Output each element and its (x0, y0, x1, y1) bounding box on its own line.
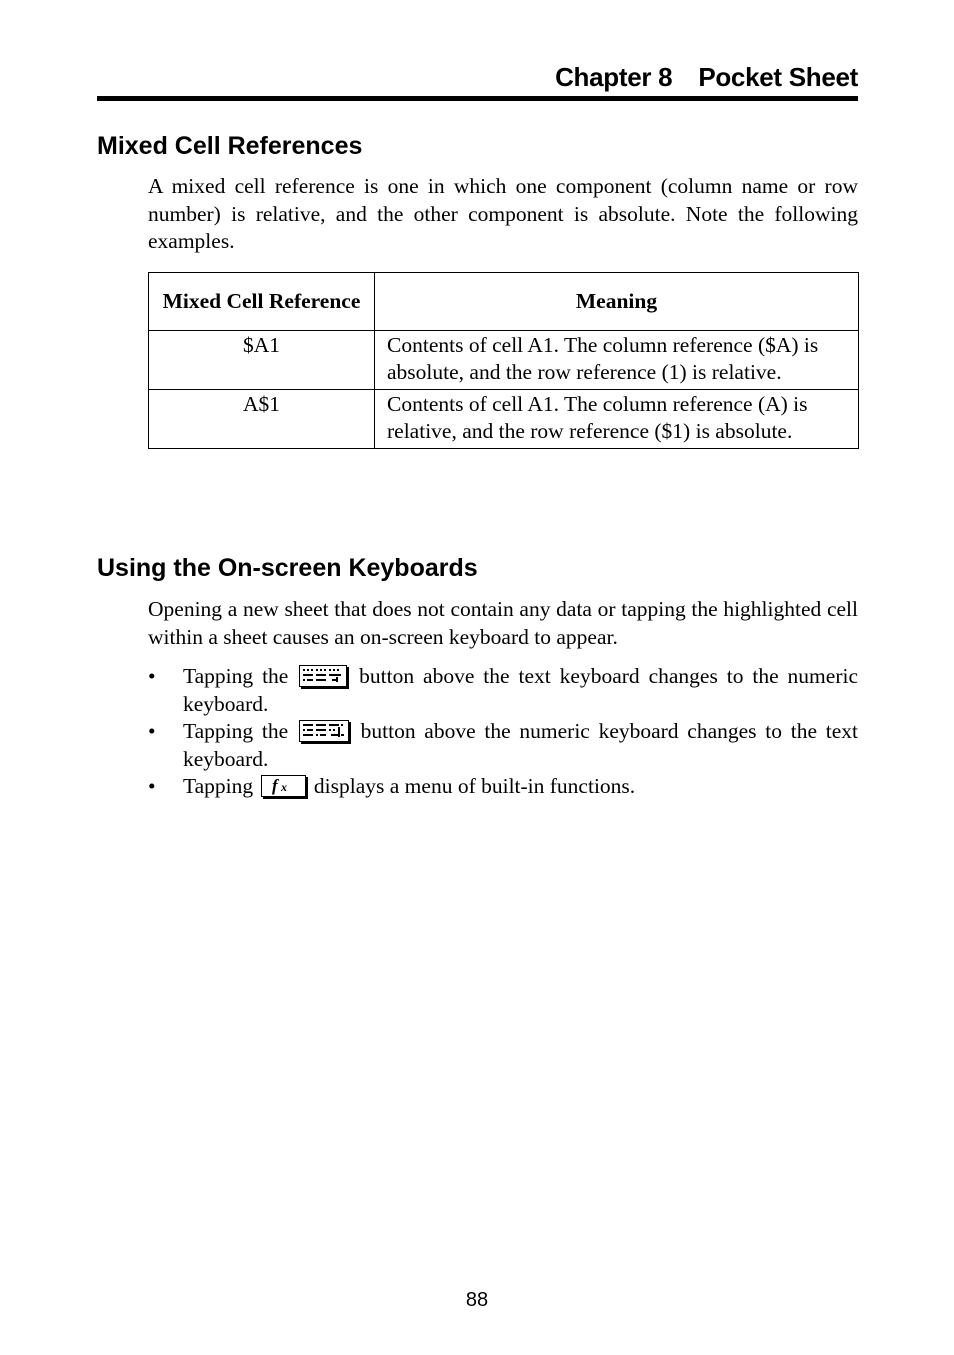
function-fx-icon[interactable] (261, 775, 306, 797)
table-row (149, 390, 859, 449)
page-number: 88 (465, 1289, 489, 1311)
chapter-label: Chapter 8 (555, 62, 673, 92)
list-item (148, 773, 858, 801)
svg-text:f: f (271, 776, 278, 795)
bullet-list (148, 663, 858, 801)
table-header-row (149, 273, 859, 331)
bullet-text: Tapping the (183, 719, 297, 743)
svg-text:x: x (280, 780, 287, 794)
section-paragraph: A mixed cell reference is one in which one component (column name or row number) is relative, and the other component is absolute. Note the following examples. (148, 174, 858, 253)
bullet-icon: • (148, 719, 156, 743)
table-header-meaning: Meaning (375, 273, 859, 331)
bullet-icon: • (148, 664, 156, 688)
bullet-text: Tapping the (183, 664, 298, 688)
table-row (149, 331, 859, 390)
bullet-text: button above the text keyboard changes to the numeric keyboard. (183, 664, 858, 716)
table-cell-reference: $A1 (149, 331, 375, 390)
table-cell-meaning: Contents of cell A1. The column reference ($A) is absolute, and the row reference (1) is relative. (375, 331, 859, 390)
list-item (148, 718, 858, 773)
table-cell-meaning: Contents of cell A1. The column reference (A) is relative, and the row reference ($1) is absolute. (375, 390, 859, 449)
bullet-text: displays a menu of built-in functions. (308, 774, 636, 798)
mixed-reference-table (148, 272, 859, 449)
section-heading-mixed-cell-references: Mixed Cell References (97, 132, 363, 160)
bullet-icon: • (148, 774, 156, 798)
text-keyboard-icon[interactable] (299, 720, 349, 742)
numeric-keyboard-icon[interactable] (299, 665, 347, 687)
bullet-text: Tapping (183, 774, 259, 798)
list-item (148, 663, 858, 718)
bullet-text: button above the numeric keyboard changes to the text keyboard. (183, 719, 858, 771)
chapter-title: Pocket Sheet (698, 62, 858, 92)
chapter-header (97, 60, 858, 101)
section-heading-on-screen-keyboards: Using the On-screen Keyboards (97, 554, 478, 582)
section-paragraph: Opening a new sheet that does not contain any data or tapping the highlighted cell within a sheet causes an on-screen keyboard to appear. (148, 597, 858, 649)
table-cell-reference: A$1 (149, 390, 375, 449)
table-header-reference: Mixed Cell Reference (149, 273, 375, 331)
